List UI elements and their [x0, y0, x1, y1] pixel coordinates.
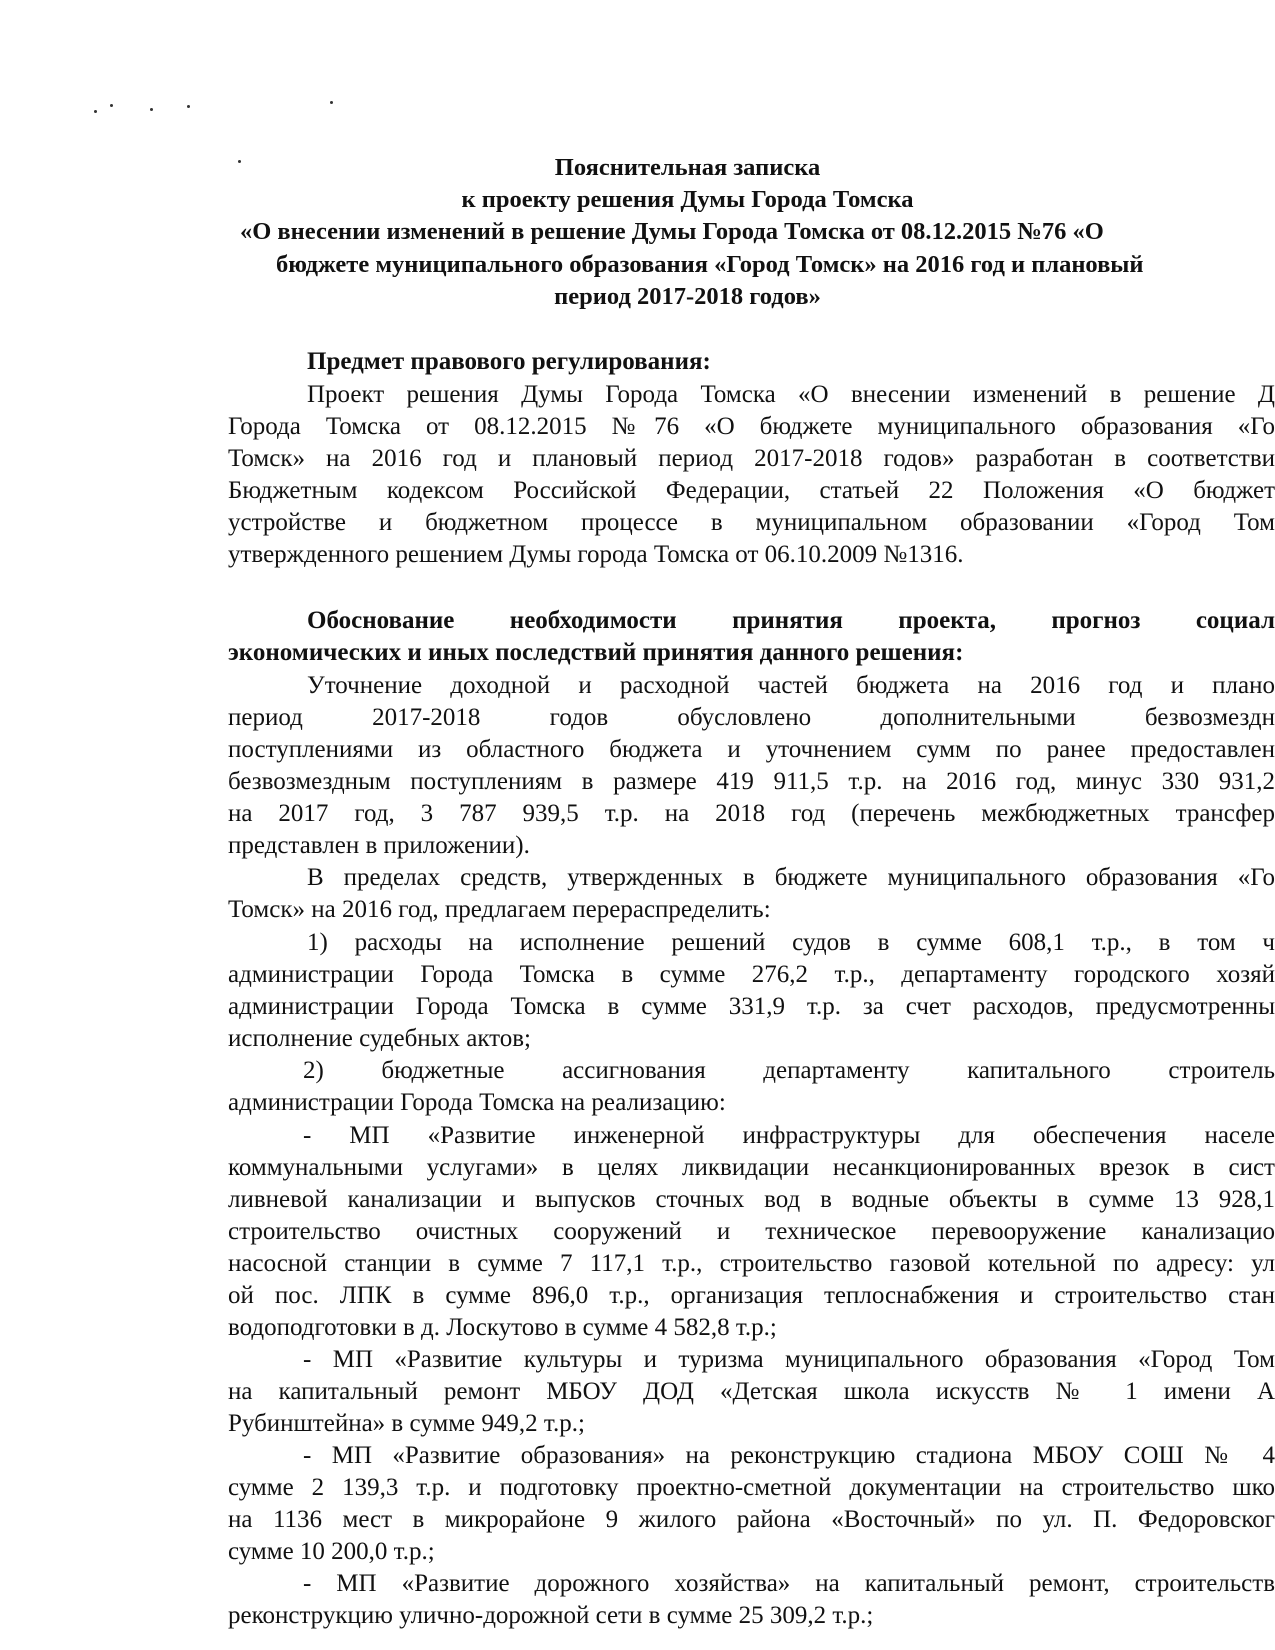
body-line: реконструкцию улично-дорожной сети в сумме 25 309,2 т.р.;: [228, 1602, 874, 1629]
section-heading: экономических и иных последствий принятия данного решения:: [228, 639, 964, 666]
list-item: 2) бюджетные ассигнования департаменту капитального строитель: [303, 1057, 1275, 1084]
body-line: администрации Города Томска в сумме 276,2 т.р., департаменту городского хозяй: [228, 961, 1275, 988]
body-line: поступлениями из областного бюджета и уточнением сумм по ранее предоставлен: [228, 736, 1275, 763]
body-line: ливневой канализации и выпусков сточных вод в водные объекты в сумме 13 928,1: [228, 1186, 1275, 1213]
body-line: исполнение судебных актов;: [228, 1025, 531, 1052]
body-line: строительство очистных сооружений и техническое перевооружение канализацио: [228, 1218, 1275, 1245]
body-line: представлен в приложении).: [228, 832, 530, 859]
body-line: период 2017-2018 годов обусловлено дополнительными безвозмездн: [228, 704, 1275, 731]
body-line: В пределах средств, утвержденных в бюджете муниципального образования «Го: [307, 864, 1275, 891]
body-line: устройстве и бюджетном процессе в муниципальном образовании «Город Том: [228, 509, 1275, 536]
section-heading: Обоснование необходимости принятия проекта, прогноз социал: [307, 607, 1275, 634]
list-item: - МП «Развитие образования» на реконструкцию стадиона МБОУ СОШ № 4: [303, 1442, 1275, 1469]
body-line: утвержденного решением Думы города Томска от 06.10.2009 №1316.: [228, 541, 964, 568]
title-line: период 2017-2018 годов»: [554, 283, 821, 310]
body-line: Уточнение доходной и расходной частей бюджета на 2016 год и плано: [307, 672, 1275, 699]
body-line: Рубинштейна» в сумме 949,2 т.р.;: [228, 1410, 585, 1437]
title-line: «О внесении изменений в решение Думы Города Томска от 08.12.2015 №76 «О: [240, 218, 1104, 245]
list-item: 1) расходы на исполнение решений судов в сумме 608,1 т.р., в том ч: [307, 929, 1275, 956]
scan-speck: [187, 105, 190, 108]
body-line: Томск» на 2016 год и плановый период 2017-2018 годов» разработан в соответстви: [228, 445, 1275, 472]
body-line: коммунальными услугами» в целях ликвидации несанкционированных врезок в сист: [228, 1154, 1275, 1181]
body-line: сумме 10 200,0 т.р.;: [228, 1538, 435, 1565]
list-item: - МП «Развитие культуры и туризма муниципального образования «Город Том: [303, 1346, 1275, 1373]
body-line: водоподготовки в д. Лоскутово в сумме 4 582,8 т.р.;: [228, 1314, 777, 1341]
body-line: Проект решения Думы Города Томска «О внесении изменений в решение Д: [307, 381, 1275, 408]
body-line: администрации Города Томска в сумме 331,9 т.р. за счет расходов, предусмотренны: [228, 993, 1275, 1020]
body-line: на капитальный ремонт МБОУ ДОД «Детская школа искусств № 1 имени А: [228, 1378, 1275, 1405]
body-line: Бюджетным кодексом Российской Федерации, статьей 22 Положения «О бюджет: [228, 477, 1275, 504]
body-line: сумме 2 139,3 т.р. и подготовку проектно-сметной документации на строительство шко: [228, 1474, 1275, 1501]
body-line: Города Томска от 08.12.2015 №76 «О бюджете муниципального образования «Го: [228, 413, 1275, 440]
body-line: безвозмездным поступлениям в размере 419 911,5 т.р. на 2016 год, минус 330 931,2: [228, 768, 1275, 795]
list-item: - МП «Развитие дорожного хозяйства» на капитальный ремонт, строительств: [303, 1570, 1275, 1597]
title-line: к проекту решения Думы Города Томска: [461, 186, 914, 213]
scan-speck: [110, 104, 113, 107]
body-line: на 1136 мест в микрорайоне 9 жилого района «Восточный» по ул. П. Федоровског: [228, 1506, 1275, 1533]
body-line: на 2017 год, 3 787 939,5 т.р. на 2018 год (перечень межбюджетных трансфер: [228, 800, 1275, 827]
scan-speck: [330, 101, 333, 104]
list-item: - МП «Развитие инженерной инфраструктуры для обеспечения населе: [303, 1122, 1275, 1149]
scan-speck: [150, 108, 153, 111]
body-line: насосной станции в сумме 7 117,1 т.р., строительство газовой котельной по адресу: ул: [228, 1250, 1275, 1277]
body-line: ой пос. ЛПК в сумме 896,0 т.р., организация теплоснабжения и строительство стан: [228, 1282, 1275, 1309]
body-line: Томск» на 2016 год, предлагаем перераспределить:: [228, 896, 771, 923]
title-line: Пояснительная записка: [554, 154, 821, 181]
section-heading: Предмет правового регулирования:: [307, 348, 711, 375]
scan-speck: [94, 110, 97, 113]
body-line: администрации Города Томска на реализацию:: [228, 1089, 726, 1116]
title-line: бюджете муниципального образования «Город Томск» на 2016 год и плановый: [276, 251, 1144, 278]
